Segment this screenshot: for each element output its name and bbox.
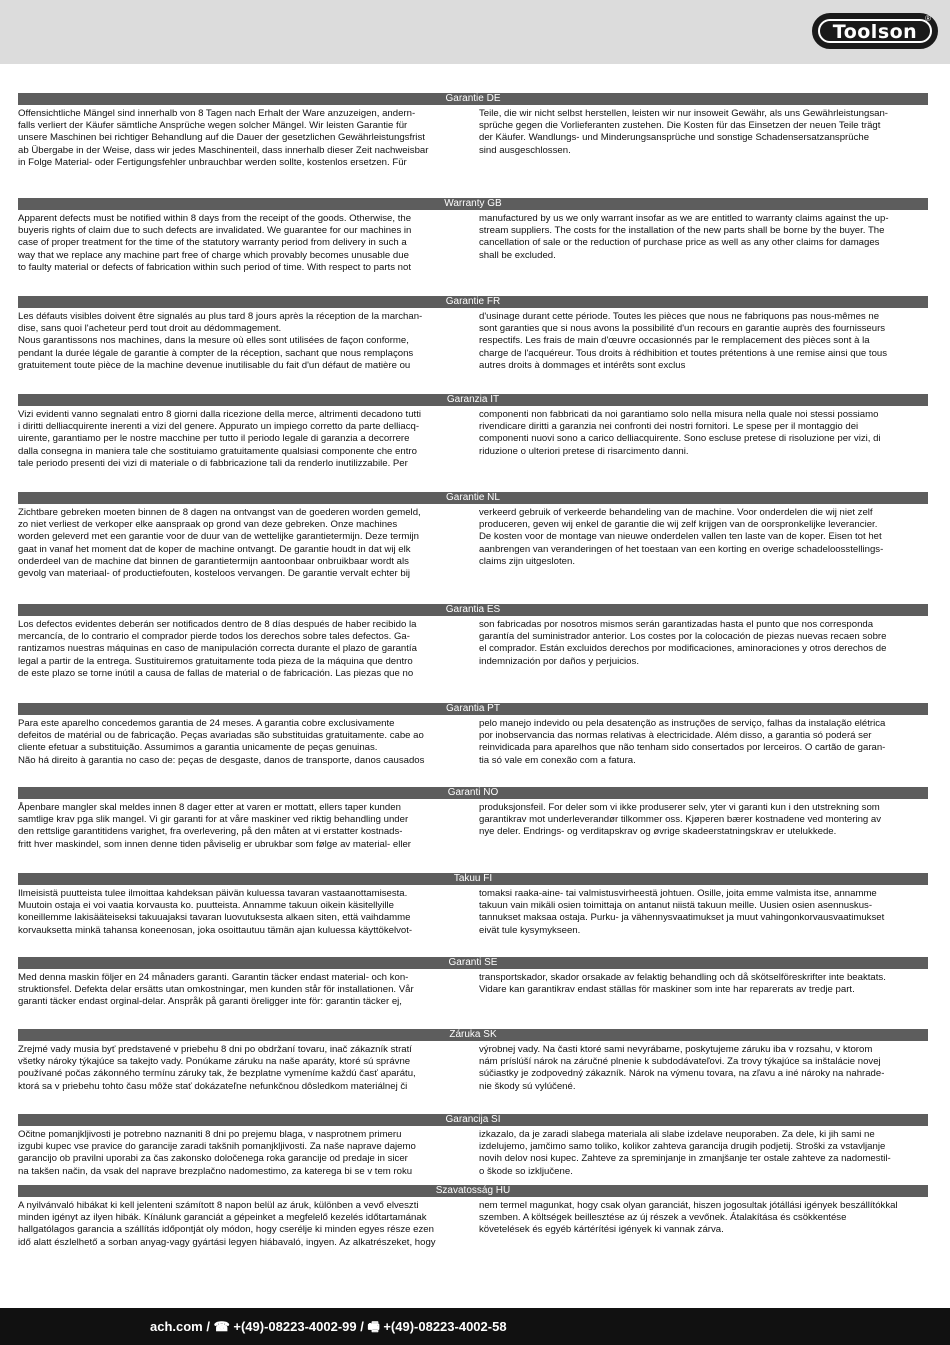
- section-text-right: výrobnej vady. Na časti ktoré sami nevyrábame, poskytujeme záruku iba v rozsahu, v ktorom nám príslúší nárok na záručné plnenie k subdodávateľovi. Za trovy týkajúce sa inštalácie novej súčiastky je zodpovedný zákazník. Nárok na výmenu tovara, na zľavu a iné nároky na nahrade- nie škody sú vylúčené.: [479, 1044, 885, 1092]
- section-gb: [18, 198, 928, 274]
- section-heading: Szavatosság HU: [18, 1185, 928, 1197]
- section-heading: Garantie FR: [18, 296, 928, 308]
- section-de: [18, 93, 928, 169]
- section-text-right: d'usinage durant cette période. Toutes les pièces que nous ne fabriquons pas nous-mêmes ne sont garanties que si nous avons la possibilité d'un recours en garantie auprès des fournisseurs respectifs. Les frais de main d'œuvre occasionnés par le remplacement des pièces sont à la charge de l'acquéreur. Tous droits à rédhibition et toutes prétentions à une remise ainsi que tous autres droits à dommages et intérêts sont exclus: [479, 311, 888, 371]
- section-heading: Garantia PT: [18, 703, 928, 715]
- section-nl: [18, 492, 928, 580]
- section-fr: [18, 296, 928, 372]
- section-text-right: manufactured by us we only warrant insofar as we are entitled to warranty claims against the up- stream suppliers. The costs for the installation of the new parts shall be borne by the buyer. The cancellation of sale or the reduction of purchase price as well as any other claims for damages shall be excluded.: [479, 213, 889, 261]
- header-bar: [0, 0, 950, 64]
- section-text-right: transportskador, skador orsakade av felaktig behandling och då skötselföreskrifter inte beaktats. Vidare kan garantikrav endast ställas för maskiner som inte har reparerats av tredje part.: [479, 972, 886, 996]
- section-heading: Záruka SK: [18, 1029, 928, 1041]
- brand-logo-text: Toolson: [818, 19, 932, 43]
- section-text-right: son fabricadas por nosotros mismos serán garantizadas hasta el punto que nos corresponda garantía del suministrador anterior. Los costes por la colocación de piezas nuevas recaen sobre el comprador. Están excluidos derechos por modificaciones, aminoraciones y otros derechos de indemnización por daños y perjuicios.: [479, 619, 887, 667]
- section-text-left: A nyilvánvaló hibákat ki kell jelenteni számított 8 napon belül az áruk, különben a vevő elveszti minden igényt az ilyen hibák. Kínálunk garanciát a gépeinket a megfelelő kezelés időtartamának hallgatólagos garancia a szállítás időpontját oly módon, hogy cserélje ki minden egyes része ezen idő alatt észlelhető a sorban anyag-vagy gyártási legyen hiábavaló, ingyen. Az alkatrészeket, hogy: [18, 1200, 436, 1248]
- section-text-right: nem termel magunkat, hogy csak olyan garanciát, hiszen jogosultak jótállási igények beszállítókkal szemben. A költségek beillesztése az új részek a vevőnek. Átalakítása és csökkentése követelések és egyéb kártérítési igények ki vannak zárva.: [479, 1200, 898, 1236]
- footer-bar: [0, 1308, 950, 1345]
- section-text-right: tomaksi raaka-aine- tai valmistusvirheestä johtuen. Osille, joita emme valmista itse, annamme takuun vain mikäli osien toimittaja on antanut niistä takuun meille. Uusien osien asennuskus- tannukset maksaa ostaja. Purku- ja vähennysvaatimukset ja muut vahingonkorvausvaatimukset eivät tule kysymykseen.: [479, 888, 885, 936]
- section-se: [18, 957, 928, 1009]
- section-heading: Garantia ES: [18, 604, 928, 616]
- section-text-left: Zichtbare gebreken moeten binnen de 8 dagen na ontvangst van de goederen worden gemeld, zo niet verliest de verkoper elke aanspraak op grond van deze gebreken. Onze machines worden geleverd met een garantie voor de duur van de wettelijke garantietermijn. Deze termijn gaat in vanaf het moment dat de koper de machine ontvangt. De garantie houdt in dat wij elk onderdeel van de machine dat binnen de garantietermijn aantoonbaar onbruikbaar wordt als gevolg van materiaal- of productiefouten, kosteloos vervangen. De garantie vervalt echter bij: [18, 507, 421, 580]
- section-heading: Garanzia IT: [18, 394, 928, 406]
- section-heading: Garantie NL: [18, 492, 928, 504]
- section-text-left: Los defectos evidentes deberán ser notificados dentro de 8 días después de haber recibido la mercancía, de lo contrario el comprador pierde todos los derechos sobre tales defectos. Ga- rantizamos nuestras máquinas en caso de manipulación correcta durante el plazo de garantía legal a partir de la entrega. Sustituiremos gratuitamente toda pieza de la máquina que dentro de este plazo se torne inútil a causa de fallas de material o de fabricación. Las piezas que no: [18, 619, 417, 679]
- section-text-right: pelo manejo indevido ou pela desatenção as instruções de serviço, falhas da instalação elétrica por inobservancia das normas relativas à electricidade. Além disso, a garantia só poderá ser reinvidicada para aparelhos que não tenham sido consertados por lerceiros. O cartão de garan- tia só vale em conexão com a fatura.: [479, 718, 886, 766]
- section-pt: [18, 703, 928, 767]
- section-text-left: Åpenbare mangler skal meldes innen 8 dager etter at varen er mottatt, ellers taper kunden samtlige krav pga slik mangel. Vi gir garanti for at våre maskiner ved riktig behandling under den rettslige garantitidens varighet, fra overlevering, på den måten at vi erstatter kostnads- fritt hver maskindel, som innen denne tiden påviselig er ubrukbar som følge av material- eller: [18, 802, 411, 850]
- section-text-left: Med denna maskin följer en 24 månaders garanti. Garantin täcker endast material- och kon- struktionsfel. Defekta delar ersätts utan omkostningar, men kunden står för installationen. Vår garanti täcker endast orginal-delar. Anspråk på garanti öreligger inte för: garantin täcker ej,: [18, 972, 414, 1008]
- section-no: [18, 787, 928, 851]
- section-text-left: Vizi evidenti vanno segnalati entro 8 giorni dalla ricezione della merce, altrimenti decadono tutti i diritti delliacquirente inerenti a vizi del genere. Appurato un impiego corretto da parte delliacq- uirente, garantiamo per le nostre macchine per tutto il periodo legale di garanzia a decorrere dalla consegna in maniera tale che sostituiamo gratuitamente qualsiasi componente che entro tale periodo presenti dei vizi di materiale o di fabbricazione tali da renderlo inutilizzabile. Per: [18, 409, 421, 469]
- footer-contact: ach.com / ☎ +(49)-08223-4002-99 / 🖷 +(49)-08223-4002-58: [150, 1319, 507, 1334]
- section-text-left: Offensichtliche Mängel sind innerhalb von 8 Tagen nach Erhalt der Ware anzuzeigen, andern- falls verliert der Käufer sämtliche Ansprüche wegen solcher Mängel. Wir leisten Garantie für unsere Maschinen bei richtiger Behandlung auf die Dauer der gesetzlichen Gewährleistungsfrist ab Übergabe in der Weise, dass wir jedes Maschinenteil, dass innerhalb dieser Zeit nachweisbar in Folge Material- oder Fertigungsfehler unbrauchbar werden sollte, kostenlos ersetzen. Für: [18, 108, 429, 168]
- section-it: [18, 394, 928, 470]
- section-heading: Garanti NO: [18, 787, 928, 799]
- section-heading: Garanti SE: [18, 957, 928, 969]
- section-es: [18, 604, 928, 680]
- section-text-left: Zrejmé vady musia byť predstavené v priebehu 8 dni po obdržaní tovaru, inač zákazník stratí všetky nároky týkajúce sa takejto vady. Ponúkame záruku na naše aparáty, ktoré sú správne používané počas zákonného termínu záruky tak, že bezplatne vymeníme každú časť aparátu, ktorá sa v priebehu tohto času môže stať dokázateľne nefunkčnou dôsledkom materiálnej či: [18, 1044, 416, 1092]
- section-text-right: produksjonsfeil. For deler som vi ikke produserer selv, yter vi garanti kun i den utstrekning som garantikrav mot underleverandør tilkommer oss. Kjøperen bærer kostnadene ved montering av nye deler. Endrings- og verditapskrav og øvrige skadeerstatningskrav er utelukkede.: [479, 802, 882, 838]
- section-text-left: Para este aparelho concedemos garantia de 24 meses. A garantia cobre exclusivamente defeitos de matérial ou de fabricação. Peças avariadas são substituidas gratuitamente. cabe ao cliente efetuar a substituição. Assumimos a garantia unicamente de peças genuinas. Não há direito à garantia no caso de: peças de desgaste, danos de transporte, danos causados: [18, 718, 425, 766]
- section-hu: [18, 1185, 928, 1249]
- section-sk: [18, 1029, 928, 1093]
- registered-mark: ®: [925, 14, 931, 23]
- section-fi: [18, 873, 928, 937]
- section-text-right: Teile, die wir nicht selbst herstellen, leisten wir nur insoweit Gewähr, als uns Gewährleistungsan- sprüche gegen die Vorlieferanten zustehen. Die Kosten für das Einsetzen der neuen Teile trägt der Käufer. Wandlungs- und Minderungsansprüche und sonstige Schadensersatzansprüche sind ausgeschlossen.: [479, 108, 888, 156]
- section-text-right: componenti non fabbricati da noi garantiamo solo nella misura nella quale noi stessi possiamo rivendicare diritti a garanzia nei confronti dei nostri fornitori. Le spese per il montaggio dei componenti nuovi sono a carico delliacquirente. Sono escluse pretese di risoluzione per vizi, di riduzione o ulteriori pretese di risarcimento danni.: [479, 409, 881, 457]
- section-text-right: izkazalo, da je zaradi slabega materiala ali slabe izdelave neuporaben. Za dele, ki jih sami ne izdelujemo, jamčimo samo toliko, kolikor zahteva garancija drugih podjetij. Stroški za vstavljanje novih delov nosi kupec. Zahteve za spreminjanje in zmanjšanje ter ostale zahteve za nadomestil- o škode so izključene.: [479, 1129, 891, 1177]
- section-heading: Garantie DE: [18, 93, 928, 105]
- section-text-left: Očitne pomanjkljivosti je potrebno naznaniti 8 dni po prejemu blaga, v nasprotnem primeru izgubi kupec vse pravice do garancije zaradi takšnih pomanjkljivosti. Za naše naprave dajemo garancijo ob pravilni uporabi za čas zakonsko določenega roka garancije od predaje in sicer na takšen način, da vsak del naprave brezplačno nadomestimo, za katerega bi se v tem roku: [18, 1129, 416, 1177]
- brand-logo: [812, 13, 938, 49]
- section-si: [18, 1114, 928, 1178]
- section-text-left: Ilmeisistä puutteista tulee ilmoittaa kahdeksan päivän kuluessa tavaran vastaanottamisesta. Muutoin ostaja ei voi vaatia korvausta ko. puutteista. Annamme takuun oikein käsitellyille koneillemme lakisääteiseksi takuuajaksi tavaran luovutuksesta alkaen siten, että vaihdamme korvauksetta minkä tahansa koneenosan, joka osoittautuu tämän ajan kuluessa käyttökelvot-: [18, 888, 413, 936]
- section-heading: Warranty GB: [18, 198, 928, 210]
- section-text-left: Les défauts visibles doivent être signalés au plus tard 8 jours après la réception de la marchan- dise, sans quoi l'acheteur perd tout droit au dédommagement. Nous garantissons nos machines, dans la mesure où elles sont utilisées de façon conforme, pendant la durée légale de garantie à compter de la réception, sachant que nous remplaçons gratuitement toute pièce de la machine devenue inutilisable du fait d'un défaut de matière ou: [18, 311, 423, 371]
- section-text-right: verkeerd gebruik of verkeerde behandeling van de machine. Voor onderdelen die wij niet zelf produceren, geven wij enkel de garantie die wij zelf krijgen van de oorspronkelijke leverancier. De kosten voor de montage van nieuwe onderdelen vallen ten laste van de koper. Eisen tot het aanbrengen van veranderingen of het toestaan van een korting en overige schadeloosstellings- claims zijn uitgesloten.: [479, 507, 884, 567]
- section-text-left: Apparent defects must be notified within 8 days from the receipt of the goods. Otherwise, the buyeris rights of claim due to such defects are invalidated. We guarantee for our machines in case of proper treatment for the time of the statutory warranty period from delivery in such a way that we replace any machine part free of charge which provably becomes unusable due to faulty material or defects of fabrication within such period of time. With respect to parts not: [18, 213, 412, 273]
- section-heading: Takuu FI: [18, 873, 928, 885]
- section-heading: Garancija SI: [18, 1114, 928, 1126]
